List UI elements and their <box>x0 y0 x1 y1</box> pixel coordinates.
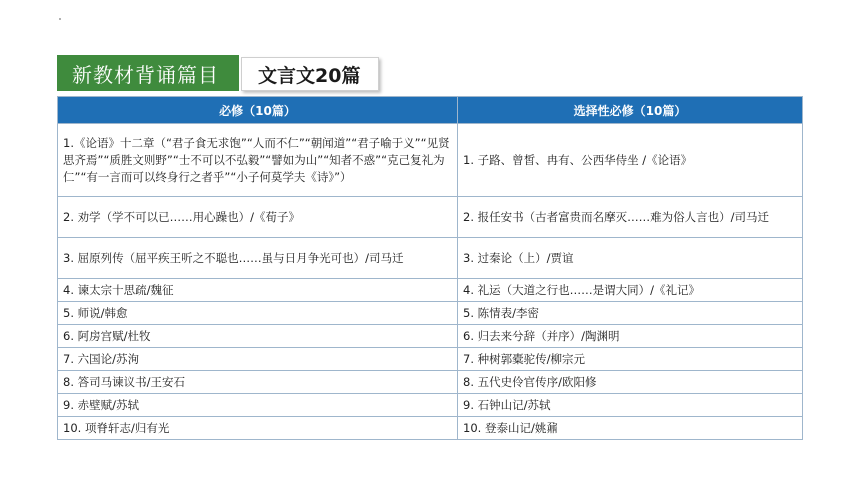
table-cell: 3. 过秦论（上）/贾谊 <box>458 238 803 279</box>
table-cell: 9. 赤壁赋/苏轼 <box>58 394 458 417</box>
table-cell: 3. 屈原列传（屈平疾王听之不聪也……虽与日月争光可也）/司马迁 <box>58 238 458 279</box>
page-subtitle: 文言文20篇 <box>241 57 379 91</box>
title-banner <box>57 55 379 91</box>
table-cell: 2. 报任安书（古者富贵而名摩灭……难为俗人言也）/司马迁 <box>458 197 803 238</box>
table-cell: 10. 登泰山记/姚鼐 <box>458 417 803 440</box>
table-header-row <box>58 97 803 124</box>
header-elective: 选择性必修（10篇） <box>458 97 803 124</box>
recitation-table <box>57 96 803 440</box>
table-cell: 10. 项脊轩志/归有光 <box>58 417 458 440</box>
table-cell: 1. 子路、曾皙、冉有、公西华侍坐 /《论语》 <box>458 124 803 197</box>
table-cell: 8. 答司马谏议书/王安石 <box>58 371 458 394</box>
table-row <box>58 325 803 348</box>
table-row <box>58 197 803 238</box>
table-cell: 9. 石钟山记/苏轼 <box>458 394 803 417</box>
decorative-dot <box>59 18 61 20</box>
table-row <box>58 124 803 197</box>
table-cell: 5. 陈情表/李密 <box>458 302 803 325</box>
table-cell: 4. 礼运（大道之行也……是谓大同）/《礼记》 <box>458 279 803 302</box>
table-cell: 6. 归去来兮辞（并序）/陶渊明 <box>458 325 803 348</box>
table-row <box>58 279 803 302</box>
table-cell: 7. 六国论/苏洵 <box>58 348 458 371</box>
table-row <box>58 302 803 325</box>
table-cell: 8. 五代史伶官传序/欧阳修 <box>458 371 803 394</box>
table-cell: 4. 谏太宗十思疏/魏征 <box>58 279 458 302</box>
table-row <box>58 238 803 279</box>
table-cell: 1.《论语》十二章（“君子食无求饱”“人而不仁”“朝闻道”“君子喻于义”“见贤思齐焉”“质胜文则野”“士不可以不弘毅”“譬如为山”“知者不惑”“克己复礼为仁”“有一言而可以终身行之者乎”“小子何莫学夫《诗》”） <box>58 124 458 197</box>
table-row <box>58 394 803 417</box>
table-cell: 6. 阿房宫赋/杜牧 <box>58 325 458 348</box>
table-cell: 2. 劝学（学不可以已……用心躁也）/《荀子》 <box>58 197 458 238</box>
table-row <box>58 417 803 440</box>
table-cell: 7. 种树郭橐驼传/柳宗元 <box>458 348 803 371</box>
table-row <box>58 348 803 371</box>
header-compulsory: 必修（10篇） <box>58 97 458 124</box>
page-title: 新教材背诵篇目 <box>57 55 239 91</box>
table-row <box>58 371 803 394</box>
table-cell: 5. 师说/韩愈 <box>58 302 458 325</box>
